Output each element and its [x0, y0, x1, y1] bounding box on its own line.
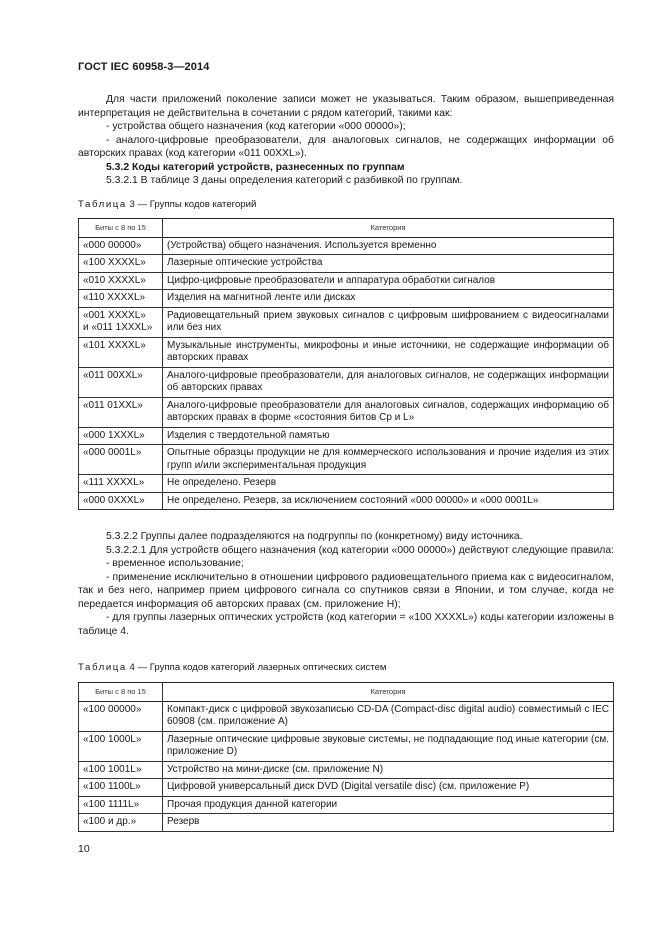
category-description-cell: Радиовещательный прием звуковых сигналов с цифровым шифрованием с видеосигналами или без них	[163, 307, 614, 337]
category-description-cell: Резерв	[163, 814, 614, 832]
intro-paragraph: Для части приложений поколение записи может не указываться. Таким образом, вышеприведенная интерпретация не действительна в сочетании с рядом категорий, такими как:	[78, 94, 614, 119]
category-description-cell: Лазерные оптические цифровые звуковые системы, не подпадающие под иные категории (см. приложение D)	[163, 731, 614, 761]
caption-text: 3 — Группы кодов категорий	[129, 199, 257, 210]
document-header: ГОСТ IEC 60958-3—2014	[78, 61, 210, 73]
caption-prefix: Таблица	[78, 662, 127, 673]
intro-bullet: - аналого-цифровые преобразователи, для аналоговых сигналов, не содержащих информации об авторских правах (код категории «011 00XXL»).	[78, 134, 614, 159]
table-header-row	[79, 683, 614, 702]
category-description-cell: Изделия с твердотельной памятью	[163, 427, 614, 445]
body-bullet: - применение исключительно в отношении цифрового радиовещательного приема как с видеосигналом, так и без него, например прием цифрового сигнала со спутников связи в Японии, и том случае, когда не передается информация об авторских правах (см. приложение Н);	[78, 571, 614, 610]
table4-caption	[78, 662, 387, 673]
category-description-cell: Не определено. Резерв, за исключением состояний «000 00000» и «000 0001L»	[163, 492, 614, 510]
body-paragraph: 5.3.2.2.1 Для устройств общего назначения (код категории «000 00000») действуют следующие правила:	[106, 544, 614, 556]
category-description-cell: Изделия на магнитной ленте или дисках	[163, 290, 614, 308]
category-code-cell: «110 XXXXL»	[79, 290, 163, 308]
category-description-cell: Устройство на мини-диске (см. приложение N)	[163, 761, 614, 779]
category-description-cell: Цифро-цифровые преобразователи и аппаратура обработки сигналов	[163, 272, 614, 290]
category-code-cell: «100 1001L»	[79, 761, 163, 779]
category-code-cell: «100 00000»	[79, 701, 163, 731]
category-code-cell: «000 0001L»	[79, 445, 163, 475]
category-code-cell: «011 00XXL»	[79, 367, 163, 397]
category-code-cell: «111 XXXXL»	[79, 475, 163, 493]
caption-text: 4 — Группа кодов категорий лазерных оптических систем	[129, 662, 387, 673]
table4	[78, 682, 614, 832]
category-description-cell: Опытные образцы продукции не для коммерческого использования и прочие изделия из этих групп и/или экспериментальная продукция	[163, 445, 614, 475]
table-row	[79, 307, 614, 337]
table-row	[79, 761, 614, 779]
category-code-cell: «100 1111L»	[79, 796, 163, 814]
column-header: Биты с 8 по 15	[79, 219, 163, 238]
category-code-cell: «100 1100L»	[79, 779, 163, 797]
category-description-cell: Не определено. Резерв	[163, 475, 614, 493]
body-paragraph: 5.3.2.2 Группы далее подразделяются на подгруппы по (конкретному) виду источника.	[106, 531, 523, 542]
category-code-cell: «100 XXXXL»	[79, 255, 163, 273]
category-code-cell: «100 и др.»	[79, 814, 163, 832]
table-row	[79, 701, 614, 731]
table-row	[79, 255, 614, 273]
column-header: Категория	[163, 683, 614, 702]
body-bullet: - для группы лазерных оптических устройств (код категории = «100 XXXXL») коды категории изложены в таблице 4.	[78, 612, 614, 637]
table-row	[79, 337, 614, 367]
table-row	[79, 290, 614, 308]
category-description-cell: Аналого-цифровые преобразователи для аналоговых сигналов, содержащих информацию об авторских правах в форме «состояния битов Ср и L»	[163, 397, 614, 427]
category-code-cell: «000 0XXXL»	[79, 492, 163, 510]
section-heading: 5.3.2 Коды категорий устройств, разнесенных по группам	[106, 161, 405, 173]
table-row	[79, 814, 614, 832]
intro-paragraph: 5.3.2.1 В таблице 3 даны определения категорий с разбивкой по группам.	[106, 175, 463, 186]
table-row	[79, 492, 614, 510]
category-description-cell: Аналого-цифровые преобразователи, для аналоговых сигналов, не содержащих информации об авторских правах	[163, 367, 614, 397]
category-description-cell: Лазерные оптические устройства	[163, 255, 614, 273]
middle-section	[78, 530, 614, 638]
page-number: 10	[78, 843, 90, 855]
category-code-cell: «011 01XXL»	[79, 397, 163, 427]
category-code-cell: «001 XXXXL» и «011 1XXXL»	[79, 307, 163, 337]
table-row	[79, 427, 614, 445]
column-header: Категория	[163, 219, 614, 238]
category-code-cell: «100 1000L»	[79, 731, 163, 761]
table3	[78, 218, 614, 510]
intro-section	[78, 93, 614, 188]
table-row	[79, 397, 614, 427]
intro-bullet: - устройства общего назначения (код категории «000 00000»);	[106, 121, 406, 132]
category-code-cell: «000 00000»	[79, 237, 163, 255]
category-code-cell: «000 1XXXL»	[79, 427, 163, 445]
category-code-cell: «010 XXXXL»	[79, 272, 163, 290]
table-row	[79, 731, 614, 761]
body-bullet: - временное использование;	[106, 558, 244, 569]
category-description-cell: Прочая продукция данной категории	[163, 796, 614, 814]
table-row	[79, 237, 614, 255]
category-description-cell: Компакт-диск с цифровой звукозаписью CD-DA (Compact-disc digital audio) совместимый с IEC 60908 (см. приложение А)	[163, 701, 614, 731]
caption-prefix: Таблица	[78, 199, 127, 210]
table-row	[79, 272, 614, 290]
column-header: Биты с 8 по 15	[79, 683, 163, 702]
table-row	[79, 779, 614, 797]
category-description-cell: Музыкальные инструменты, микрофоны и иные источники, не содержащие информации об авторских правах	[163, 337, 614, 367]
table-header-row	[79, 219, 614, 238]
table-row	[79, 475, 614, 493]
table-row	[79, 796, 614, 814]
table-row	[79, 445, 614, 475]
table-row	[79, 367, 614, 397]
category-description-cell: (Устройства) общего назначения. Используется временно	[163, 237, 614, 255]
table3-caption	[78, 199, 256, 210]
category-description-cell: Цифровой универсальный диск DVD (Digital versatile disc) (см. приложение Р)	[163, 779, 614, 797]
category-code-cell: «101 XXXXL»	[79, 337, 163, 367]
